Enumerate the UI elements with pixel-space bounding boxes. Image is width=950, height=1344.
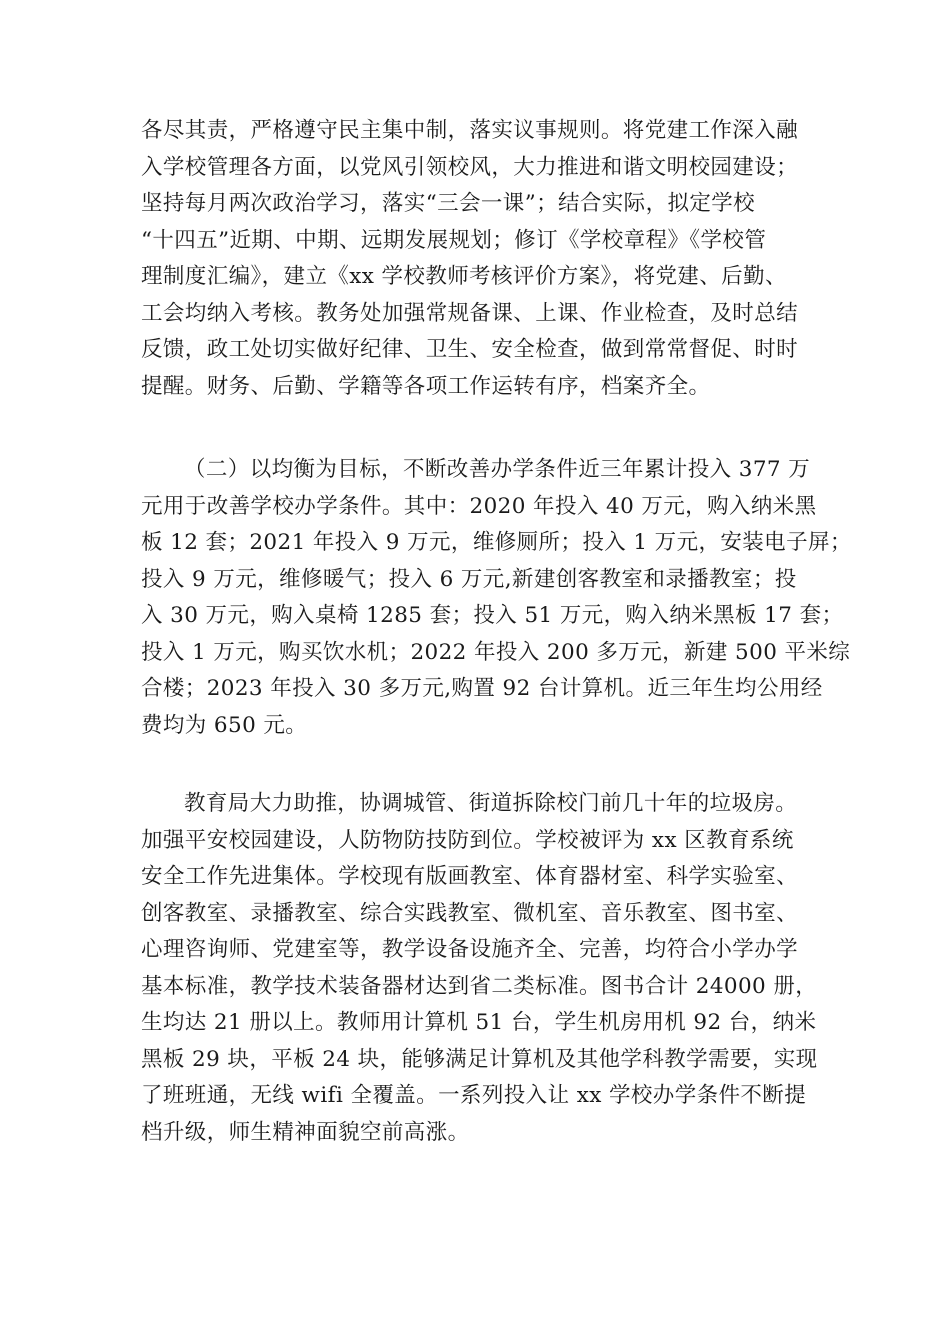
text-line: 反馈，政工处切实做好纪律、卫生、安全检查，做到常常督促、时时	[141, 337, 799, 362]
text-line: 创客教室、录播教室、综合实践教室、微机室、音乐教室、图书室、	[141, 900, 799, 926]
text-line: 入 30 万元，购入桌椅 1285 套；投入 51 万元，购入纳米黑板 17 套；	[141, 603, 844, 628]
text-line: 坚持每月两次政治学习，落实“三会一课”；结合实际，拟定学校	[141, 191, 756, 216]
text-line: 板 12 套；2021 年投入 9 万元，维修厕所；投入 1 万元，安装电子屏；	[141, 530, 852, 555]
paragraph-facilities	[141, 786, 818, 1151]
text-line: 投入 9 万元，维修暖气；投入 6 万元,新建创客教室和录播教室；投	[141, 566, 797, 592]
text-line: 加强平安校园建设，人防物防技防到位。学校被评为 xx 区教育系统	[141, 827, 794, 853]
text-line: 教育局大力助推，协调城管、街道拆除校门前几十年的垃圾房。	[184, 791, 798, 816]
text-line: 投入 1 万元，购买饮水机；2022 年投入 200 多万元，新建 500 平米综	[141, 639, 851, 665]
text-line: 黑板 29 块，平板 24 块，能够满足计算机及其他学科教学需要，实现	[141, 1046, 818, 1072]
text-line: （二）以均衡为目标，不断改善办学条件近三年累计投入 377 万	[184, 457, 811, 482]
text-line: 了班班通，无线 wifi 全覆盖。一系列投入让 xx 学校办学条件不断提	[141, 1083, 807, 1108]
text-line: 档升级，师生精神面貌空前高涨。	[141, 1119, 470, 1145]
text-line: 费均为 650 元。	[141, 712, 308, 738]
paragraph-party-building	[141, 113, 811, 405]
text-line: “十四五”近期、中期、远期发展规划；修订《学校章程》《学校管	[141, 227, 767, 253]
paragraph-school-conditions	[141, 452, 852, 744]
text-line: 入学校管理各方面，以党风引领校风，大力推进和谐文明校园建设；	[141, 154, 799, 180]
text-line: 工会均纳入考核。教务处加强常规备课、上课、作业检查，及时总结	[141, 300, 799, 326]
text-line: 各尽其责，严格遵守民主集中制，落实议事规则。将党建工作深入融	[141, 118, 799, 143]
text-line: 理制度汇编》，建立《xx 学校教师考核评价方案》，将党建、后勤、	[141, 264, 787, 289]
text-line: 生均达 21 册以上。教师用计算机 51 台，学生机房用机 92 台，纳米	[141, 1010, 817, 1035]
text-line: 元用于改善学校办学条件。其中：2020 年投入 40 万元，购入纳米黑	[141, 493, 817, 519]
text-line: 心理咨询师、党建室等，教学设备设施齐全、完善，均符合小学办学	[141, 937, 799, 962]
text-line: 安全工作先进集体。学校现有版画教室、体育器材室、科学实验室、	[141, 864, 799, 889]
text-line: 基本标准，教学技术装备器材达到省二类标准。图书合计 24000 册，	[141, 973, 818, 999]
text-line: 提醒。财务、后勤、学籍等各项工作运转有序，档案齐全。	[141, 373, 711, 399]
text-line: 合楼；2023 年投入 30 多万元,购置 92 台计算机。近三年生均公用经	[141, 676, 823, 701]
